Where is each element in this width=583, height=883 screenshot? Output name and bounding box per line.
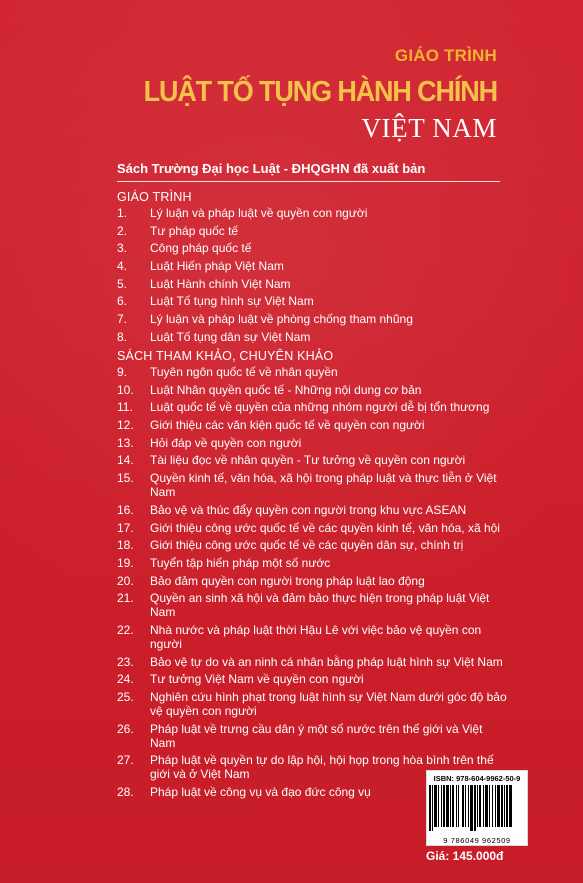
item-number: 4. (117, 259, 128, 274)
list-item (117, 365, 537, 383)
barcode-bar (492, 785, 493, 827)
list-item (117, 294, 537, 312)
item-title: Pháp luật về quyền tự do lập hội, hội họp trong hòa bình trên thế giới và ở Việt Nam (150, 753, 494, 782)
book-subtitle: VIỆT NAM (361, 113, 497, 143)
item-number: 17. (117, 520, 134, 535)
item-number: 23. (117, 654, 134, 669)
barcode-bar (458, 785, 459, 827)
barcode-bar (504, 785, 505, 827)
item-title: Tuyển tập hiến pháp một số nước (150, 555, 331, 570)
barcode-bar (434, 785, 437, 827)
item-number: 21. (117, 591, 134, 606)
barcode-bar (479, 785, 481, 827)
barcode-bar (509, 785, 512, 827)
item-number: 12. (117, 418, 134, 433)
item-title: Tuyên ngôn quốc tế về nhân quyền (150, 365, 338, 379)
item-title: Tài liệu đọc về nhân quyền - Tư tưởng về quyền con người (150, 453, 466, 468)
item-title: Tư tưởng Việt Nam về quyền con người (150, 672, 364, 687)
item-title: Luật Tố tụng dân sự Việt Nam (150, 329, 311, 344)
item-number: 10. (117, 382, 134, 397)
list-item (117, 206, 537, 224)
barcode-bar (452, 785, 454, 827)
item-title: Pháp luật về trưng cầu dân ý một số nước trên thế giới và Việt Nam (150, 721, 483, 750)
barcode-bar (474, 785, 476, 831)
item-number: 13. (117, 435, 134, 450)
list-item (117, 277, 537, 295)
cover-header (117, 46, 497, 144)
list-item (117, 312, 537, 330)
item-title: Lý luận và pháp luật về phòng chống tham nhũng (150, 312, 413, 327)
book-title: LUẬT TỐ TỤNG HÀNH CHÍNH (143, 76, 497, 108)
item-title: Luật quốc tế về quyền của những nhóm người dễ bị tổn thương (150, 400, 490, 415)
barcode-bar (468, 785, 469, 827)
item-title: Luật Nhân quyền quốc tế - Những nội dung cơ bản (150, 382, 422, 397)
item-title: Hỏi đáp về quyền con người (150, 435, 302, 450)
item-number: 11. (117, 400, 133, 415)
barcode-bars (427, 785, 515, 831)
barcode-bar (485, 785, 488, 827)
item-number: 24. (117, 672, 134, 687)
section-sach-tham-khao (117, 349, 537, 803)
barcode-bar (432, 785, 433, 831)
item-number: 26. (117, 721, 134, 736)
list-item (117, 521, 537, 539)
isbn-label: ISBN: 978-604-9962-50-9 (433, 774, 521, 783)
item-number: 28. (117, 785, 134, 800)
barcode-bar (497, 785, 500, 827)
list-item (117, 259, 537, 277)
item-title: Bảo vệ tự do và an ninh cá nhân bằng pháp luật hình sự Việt Nam (150, 654, 503, 669)
barcode-bar (429, 785, 431, 831)
item-number: 7. (117, 312, 128, 327)
item-number: 14. (117, 453, 134, 468)
list-item (117, 418, 537, 436)
list-item (117, 655, 537, 673)
barcode-bar (477, 785, 478, 827)
barcode-bar (462, 785, 464, 827)
item-number: 1. (117, 206, 128, 220)
item-number: 25. (117, 690, 134, 704)
item-title: Bảo vệ và thúc đẩy quyền con người trong khu vực ASEAN (150, 502, 467, 517)
cover-kicker: GIÁO TRÌNH (394, 46, 497, 65)
item-number: 18. (117, 538, 134, 553)
section-heading: GIÁO TRÌNH (117, 190, 192, 204)
item-title: Tư pháp quốc tế (150, 223, 239, 238)
item-number: 16. (117, 502, 134, 517)
barcode-bar (446, 785, 449, 827)
list-item (117, 383, 537, 401)
item-number: 5. (117, 276, 128, 291)
list-item (117, 400, 537, 418)
item-title: Giới thiệu các văn kiện quốc tế về quyền con người (150, 418, 425, 433)
list-item (117, 672, 537, 690)
item-title: Quyền an sinh xã hội và đảm bảo thực hiện trong pháp luật Việt Nam (150, 591, 490, 620)
barcode-bar (450, 785, 451, 827)
item-title: Lý luận và pháp luật về quyền con người (150, 206, 368, 220)
item-number: 6. (117, 294, 128, 309)
barcode-bar (483, 785, 484, 827)
list-item (117, 538, 537, 556)
item-number: 2. (117, 223, 128, 238)
item-number: 8. (117, 329, 128, 344)
barcode-bar (489, 785, 490, 827)
list-item (117, 436, 537, 454)
list-item (117, 503, 537, 521)
barcode-bar (495, 785, 496, 827)
list-item (117, 574, 537, 592)
item-number: 22. (117, 622, 134, 637)
item-number: 15. (117, 471, 134, 486)
item-title: Luật Hành chính Việt Nam (150, 276, 291, 291)
barcode-bar (443, 785, 445, 827)
list-item (117, 556, 537, 574)
barcode-bar (441, 785, 442, 827)
barcode-bar (501, 785, 503, 827)
item-title: Nghiên cứu hình phạt trong luật hình sự Việt Nam dưới góc độ bảo vệ quyền con người (150, 690, 507, 718)
section-giao-trinh (117, 190, 537, 348)
barcode-bar (465, 785, 466, 827)
barcode-bar (438, 785, 439, 827)
item-number: 19. (117, 555, 134, 570)
list-item (117, 453, 537, 471)
list-item (117, 224, 537, 242)
barcode (426, 770, 528, 846)
publisher-line: Sách Trường Đại học Luật - ĐHQGHN đã xuất bản (117, 161, 426, 176)
book-list (117, 206, 537, 348)
item-number: 9. (117, 365, 128, 379)
item-title: Giới thiệu công ước quốc tế về các quyền kinh tế, văn hóa, xã hội (150, 520, 500, 535)
item-number: 27. (117, 753, 134, 768)
item-title: Pháp luật về công vụ và đạo đức công vụ (150, 785, 371, 800)
book-list (117, 365, 537, 803)
barcode-bar (456, 785, 457, 827)
item-title: Luật Tố tụng hình sự Việt Nam (150, 294, 314, 309)
section-heading: SÁCH THAM KHẢO, CHUYÊN KHẢO (117, 349, 334, 363)
list-item (117, 330, 537, 348)
item-title: Quyền kinh tế, văn hóa, xã hội trong pháp luật và thực tiễn ở Việt Nam (150, 471, 497, 500)
item-number: 20. (117, 573, 134, 588)
price-label: Giá: 145.000đ (426, 849, 504, 863)
list-item (117, 722, 537, 754)
barcode-bar (470, 785, 473, 831)
list-item (117, 471, 537, 503)
barcode-bar (506, 785, 508, 827)
divider-line (117, 181, 500, 182)
list-item (117, 241, 537, 259)
item-title: Công pháp quốc tế (150, 241, 252, 256)
item-number: 3. (117, 241, 128, 256)
list-item (117, 591, 537, 623)
list-item (117, 690, 537, 722)
item-title: Bảo đảm quyền con người trong pháp luật lao động (150, 573, 425, 588)
item-title: Luật Hiến pháp Việt Nam (150, 259, 284, 274)
item-title: Giới thiệu công ước quốc tế về các quyền dân sự, chính trị (150, 538, 464, 553)
barcode-number: 9 786049 962509 (443, 836, 511, 845)
item-title: Nhà nước và pháp luật thời Hậu Lê với việc bảo vệ quyền con người (150, 622, 482, 651)
list-item (117, 623, 537, 655)
